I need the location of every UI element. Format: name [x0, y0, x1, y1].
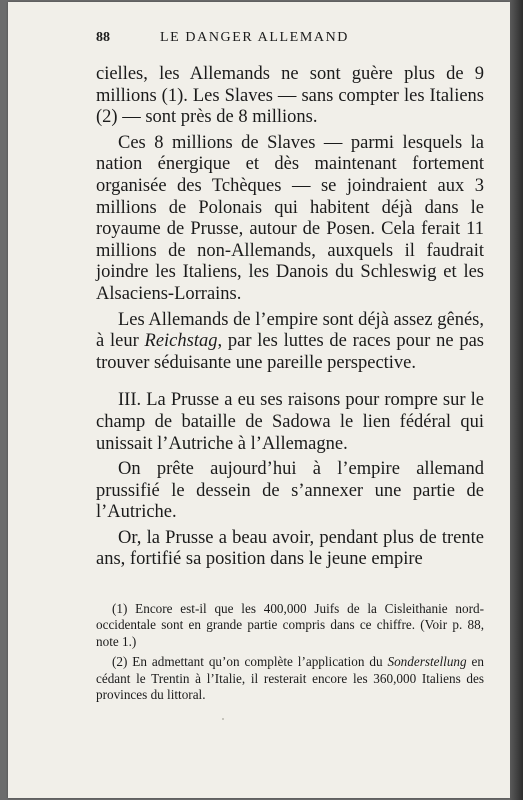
footnote-2-text-end: en cédant le Trentin à l’Italie, il resterait encore les 360,000 Italiens des provinces du littoral. [96, 654, 484, 703]
running-title: LE DANGER ALLEMAND [160, 30, 350, 45]
paragraph-continued: cielles, les Allemands ne sont guère plus de 9 millions (1). Les Slaves — sans compter les Italiens (2) — sont près de 8 millions. [96, 64, 484, 128]
footnote-2-text-start: (2) En admettant qu’on complète l’application du [112, 654, 388, 670]
page-number: 88 [96, 30, 110, 45]
reichstag-italic: Reichstag [144, 331, 218, 352]
paragraph-slaves: Ces 8 millions de Slaves — parmi lesquels la nation énergique et dès maintenant fortement organisée des Tchèques — se joindraient aux 3 millions de Polonais qui habitent déjà dans le royaume de Prusse, autour de Posen. Cela ferait 11 millions de non-Allemands, auxquels il faudrait joindre les Italiens, les Danois du Schleswig et les Alsaciens-Lorrains. [96, 132, 484, 304]
running-head [96, 30, 484, 56]
book-page [8, 2, 510, 798]
paper-speck [222, 718, 224, 720]
paragraph-prussia: Or, la Prusse a beau avoir, pendant plus de trente ans, fortifié sa position dans le jeune empire [96, 527, 484, 570]
paragraph-reichstag-text-start: Les Allemands de l’empire sont déjà assez gênés, à leur [96, 309, 484, 352]
paragraph-annexation: On prête aujourd’hui à l’empire allemand prussifié le dessein de s’annexer une partie de l’Autriche. [96, 459, 484, 523]
paragraph-reichstag [96, 310, 484, 375]
body-text [96, 64, 484, 571]
footnote-1: (1) Encore est-il que les 400,000 Juifs de la Cisleithanie nord-occidentale sont en grande partie compris dans ce chiffre. (Voir p. 88, note 1.) [96, 601, 484, 649]
binding-gutter [510, 0, 523, 800]
footnote-2 [96, 654, 484, 703]
footnotes [96, 601, 484, 703]
page-content [96, 30, 484, 708]
paragraph-reichstag-text-end: , par les luttes de races pour ne pas trouver séduisante une pareille perspective. [96, 331, 484, 373]
paragraph-section-iii: III. La Prusse a eu ses raisons pour rompre sur le champ de bataille de Sadowa le lien fédéral qui unissait l’Autriche à l’Allemagne. [96, 390, 484, 454]
sonderstellung-italic: Sonderstellung [387, 654, 467, 670]
